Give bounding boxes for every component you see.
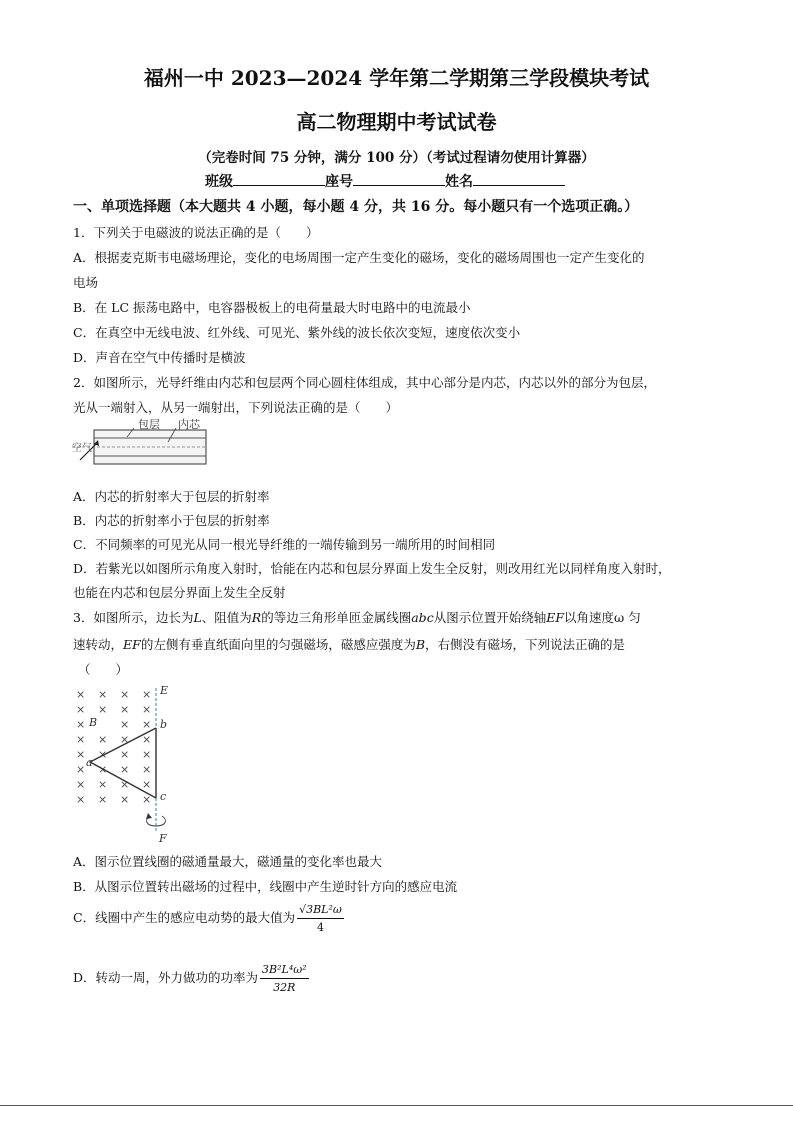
page-bottom-rule (0, 1105, 793, 1106)
field-cross: × (120, 733, 130, 746)
field-cross: × (76, 778, 86, 791)
field-cross: × (142, 733, 152, 746)
field-label-b: B (89, 716, 98, 729)
q3-stem-line3: （ ） (78, 662, 129, 677)
field-cross: × (98, 688, 108, 701)
axis-label-e: E (160, 684, 169, 697)
q2-option-d-line1: D．若紫光以如图所示角度入射时，恰能在内芯和包层分界面上发生全反射，则改用红光以同样角度入射时， (73, 561, 671, 576)
q1-option-d: D．声音在空气中传播时是横波 (73, 350, 246, 365)
name-label: 姓名 (445, 174, 473, 190)
field-cross: × (142, 703, 152, 716)
field-cross: × (120, 778, 130, 791)
field-cross: × (76, 763, 86, 776)
q2-option-b: B．内芯的折射率小于包层的折射率 (73, 513, 270, 528)
q1-option-a-line2: 电场 (73, 275, 99, 290)
field-cross: × (120, 718, 130, 731)
q1-stem: 1．下列关于电磁波的说法正确的是（ ） (73, 225, 319, 240)
field-cross: × (98, 733, 108, 746)
field-cross: × (76, 748, 86, 761)
seat-label: 座号 (325, 174, 353, 190)
power-fraction: $\frac{\text{3B²L⁴ω²}}{32R}$ (262, 963, 307, 994)
magnetic-field-crosses (76, 688, 151, 806)
q3-stem-line1: 3．如图所示，边长为L、阻值为R的等边三角形单匝金属线圈abc从图示位置开始绕轴EF以角速度ω 匀 (73, 610, 641, 625)
q1-option-c: C．在真空中无线电波、红外线、可见光、紫外线的波长依次变短，速度依次变小 (73, 325, 521, 340)
field-cross: × (76, 733, 86, 746)
cladding-label: 包层 (138, 418, 160, 431)
q3-option-b: B．从图示位置转出磁场的过程中，线圈中产生逆时针方向的感应电流 (73, 879, 458, 894)
exam-title: 福州一中 2023—2024 学年第二学期第三学段模块考试 (143, 66, 650, 90)
field-cross: × (120, 688, 130, 701)
vertex-label-b: b (160, 718, 168, 731)
q2-stem-line1: 2．如图所示，光导纤维由内芯和包层两个同心圆柱体组成，其中心部分是内芯，内芯以外的部分为包层， (73, 375, 656, 390)
field-cross: × (120, 793, 130, 806)
field-cross: × (98, 763, 108, 776)
field-cross: × (120, 703, 130, 716)
field-cross: × (76, 688, 86, 701)
emf-max-fraction: $\frac{\text{√3BL²ω}}{4}$ (299, 903, 342, 934)
vertex-label-c: c (160, 790, 167, 803)
exam-note: （完卷时间 75 分钟，满分 100 分）（考试过程请勿使用计算器） (198, 150, 595, 166)
field-cross: × (142, 688, 152, 701)
q3-option-d: D．转动一周，外力做功的功率为 $\frac{\text{3B²L⁴ω²}}{32R}$ (73, 963, 307, 994)
field-cross: × (142, 793, 152, 806)
q3-option-a: A．图示位置线圈的磁通量最大，磁通量的变化率也最大 (73, 854, 383, 869)
q2-stem-line2: 光从一端射入，从另一端射出，下列说法正确的是（ ） (73, 400, 399, 415)
field-cross: × (98, 703, 108, 716)
q2-option-d-line2: 也能在内芯和包层分界面上发生全反射 (73, 585, 286, 600)
field-cross: × (142, 763, 152, 776)
q1-option-a-line1: A．根据麦克斯韦电磁场理论，变化的电场周围一定产生变化的磁场，变化的磁场周围也一定产生变化的 (73, 250, 645, 265)
field-cross: × (98, 793, 108, 806)
exam-subtitle: 高二物理期中考试试卷 (296, 110, 497, 134)
field-cross: × (142, 718, 152, 731)
class-label: 班级 (205, 174, 233, 190)
seat-blank (353, 171, 445, 186)
core-label: 内芯 (178, 418, 200, 431)
field-cross: × (120, 763, 130, 776)
field-cross: × (76, 718, 86, 731)
field-cross: × (142, 778, 152, 791)
q3-stem-line2: 速转动，EF的左侧有垂直纸面向里的匀强磁场，磁感应强度为B，右侧没有磁场，下列说法正确的是 (73, 637, 626, 652)
air-label: 空气 (72, 443, 92, 454)
q2-option-a: A．内芯的折射率大于包层的折射率 (73, 489, 270, 504)
magnetic-field-figure (72, 682, 182, 844)
field-cross: × (76, 703, 86, 716)
optical-fiber-figure (72, 418, 212, 473)
student-info-fields (205, 171, 565, 191)
field-cross: × (98, 778, 108, 791)
q3-option-c: C．线圈中产生的感应电动势的最大值为 $\frac{\text{√3BL²ω}}{4}$ (73, 903, 342, 934)
section-heading: 一、单项选择题（本大题共 4 小题，每小题 4 分，共 16 分。每小题只有一个选项正确。） (73, 199, 639, 215)
field-cross: × (120, 748, 130, 761)
axis-label-f: F (159, 832, 167, 844)
field-cross: × (76, 793, 86, 806)
vertex-label-a: a (86, 756, 93, 769)
q2-option-c: C．不同频率的可见光从同一根光导纤维的一端传输到另一端所用的时间相同 (73, 537, 496, 552)
name-blank (473, 171, 565, 186)
q1-option-b: B．在 LC 振荡电路中，电容器极板上的电荷量最大时电路中的电流最小 (73, 300, 471, 315)
field-cross: × (142, 748, 152, 761)
class-blank (233, 171, 325, 186)
field-cross: × (98, 748, 108, 761)
